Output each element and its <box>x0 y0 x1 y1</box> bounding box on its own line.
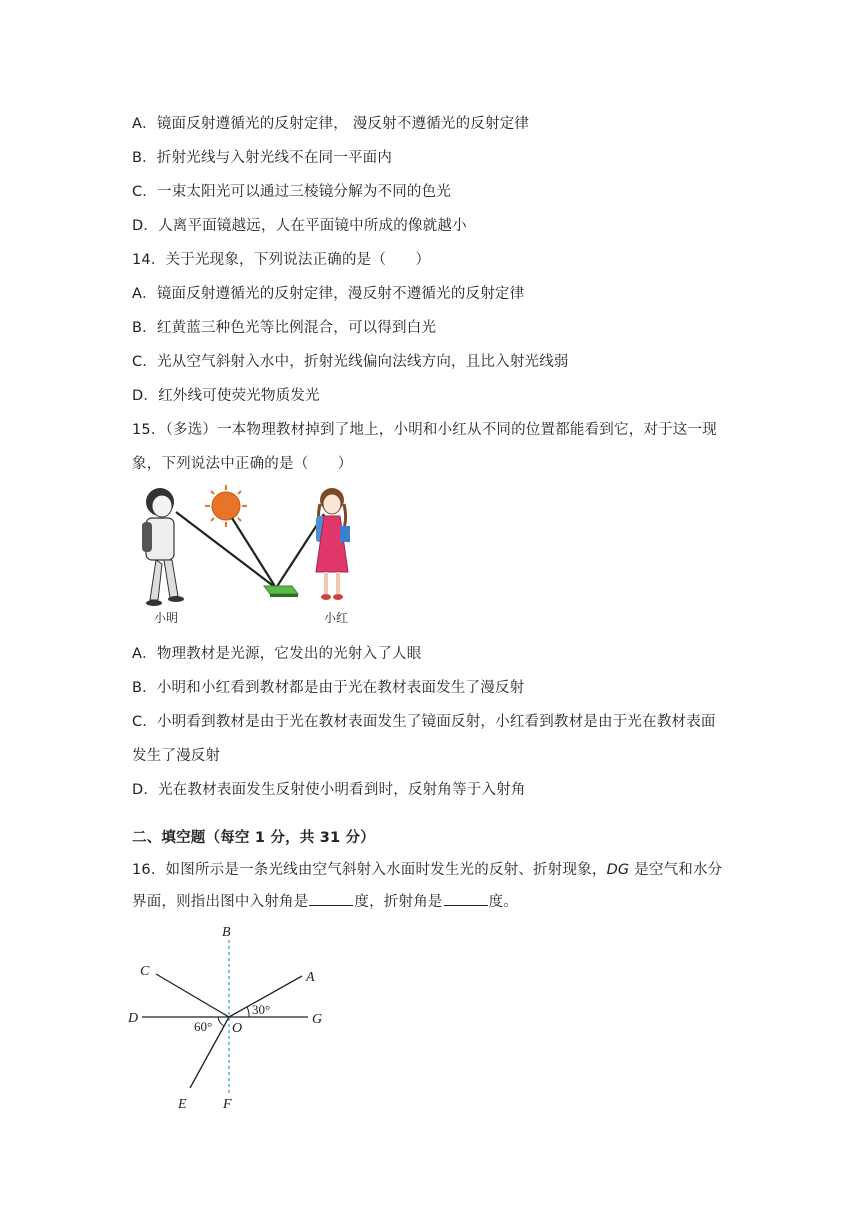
light-rays <box>176 512 324 588</box>
q14-option-a: A．镜面反射遵循光的反射定律，漫反射不遵循光的反射定律 <box>132 286 525 302</box>
section-2-title: 二、填空题（每空 1 分，共 31 分） <box>132 830 375 846</box>
sun-icon <box>205 485 247 527</box>
q16-line2-text-c: 度。 <box>488 894 519 910</box>
book-icon <box>264 586 298 597</box>
ray-oc <box>156 974 229 1017</box>
q16-line2-text-b: 度，折射角是 <box>354 894 443 910</box>
arc-30 <box>247 1007 249 1017</box>
q15-stem-line2: 象，下列说法中正确的是（ ） <box>132 456 353 472</box>
q13-option-a: A．镜面反射遵循光的反射定律， 漫反射不遵循光的反射定律 <box>132 116 530 132</box>
q16-line1-text-b: 是空气和水分 <box>629 862 723 878</box>
label-xiaohong: 小红 <box>324 611 349 625</box>
q13-option-b: B．折射光线与入射光线不在同一平面内 <box>132 150 393 166</box>
q16-optics-diagram <box>128 920 338 1116</box>
q13-option-c: C．一束太阳光可以通过三棱镜分解为不同的色光 <box>132 184 452 200</box>
q16-dg: DG <box>606 862 630 878</box>
q13-option-d: D．人离平面镜越远，人在平面镜中所成的像就越小 <box>132 218 467 234</box>
q16-line2 <box>132 890 518 911</box>
q14-stem: 14．关于光现象，下列说法正确的是（ ） <box>132 252 431 268</box>
label-d: D <box>128 1011 139 1026</box>
label-c: C <box>140 964 150 979</box>
q15-option-d: D．光在教材表面发生反射使小明看到时，反射角等于入射角 <box>132 782 526 798</box>
label-f: F <box>223 1097 232 1112</box>
label-e: E <box>178 1097 187 1112</box>
q16-blank-incident-angle[interactable] <box>309 891 353 906</box>
label-xiaoming: 小明 <box>154 611 179 625</box>
label-g: G <box>312 1012 323 1027</box>
q16-line2-text-a: 界面，则指出图中入射角是 <box>132 894 309 910</box>
q16-line1-text-a: 16．如图所示是一条光线由空气斜射入水面时发生光的反射、折射现象， <box>132 862 607 878</box>
q15-option-a: A．物理教材是光源，它发出的光射入了人眼 <box>132 646 422 662</box>
angle-30-label: 30° <box>252 1002 271 1017</box>
label-a: A <box>306 970 315 985</box>
q15-option-c-line2: 发生了漫反射 <box>132 748 221 764</box>
label-o: O <box>232 1021 243 1036</box>
boy-figure <box>142 488 184 606</box>
label-b: B <box>222 925 231 940</box>
q14-option-b: B．红黄蓝三种色光等比例混合，可以得到白光 <box>132 320 437 336</box>
q15-stem-line1: 15．（多选）一本物理教材掉到了地上，小明和小红从不同的位置都能看到它，对于这一现 <box>132 422 717 438</box>
q14-option-c: C．光从空气斜射入水中，折射光线偏向法线方向，且比入射光线弱 <box>132 354 569 370</box>
q15-option-b: B．小明和小红看到教材都是由于光在教材表面发生了漫反射 <box>132 680 525 696</box>
q15-option-c-line1: C．小明看到教材是由于光在教材表面发生了镜面反射，小红看到教材是由于光在教材表面 <box>132 714 716 730</box>
angle-60-label: 60° <box>194 1019 213 1034</box>
q15-illustration <box>132 482 372 628</box>
q16-line1 <box>132 858 722 879</box>
q14-option-d: D．红外线可使荧光物质发光 <box>132 388 320 404</box>
arc-60 <box>218 1017 224 1026</box>
q16-blank-refraction-angle[interactable] <box>444 891 488 906</box>
girl-figure <box>316 488 350 600</box>
